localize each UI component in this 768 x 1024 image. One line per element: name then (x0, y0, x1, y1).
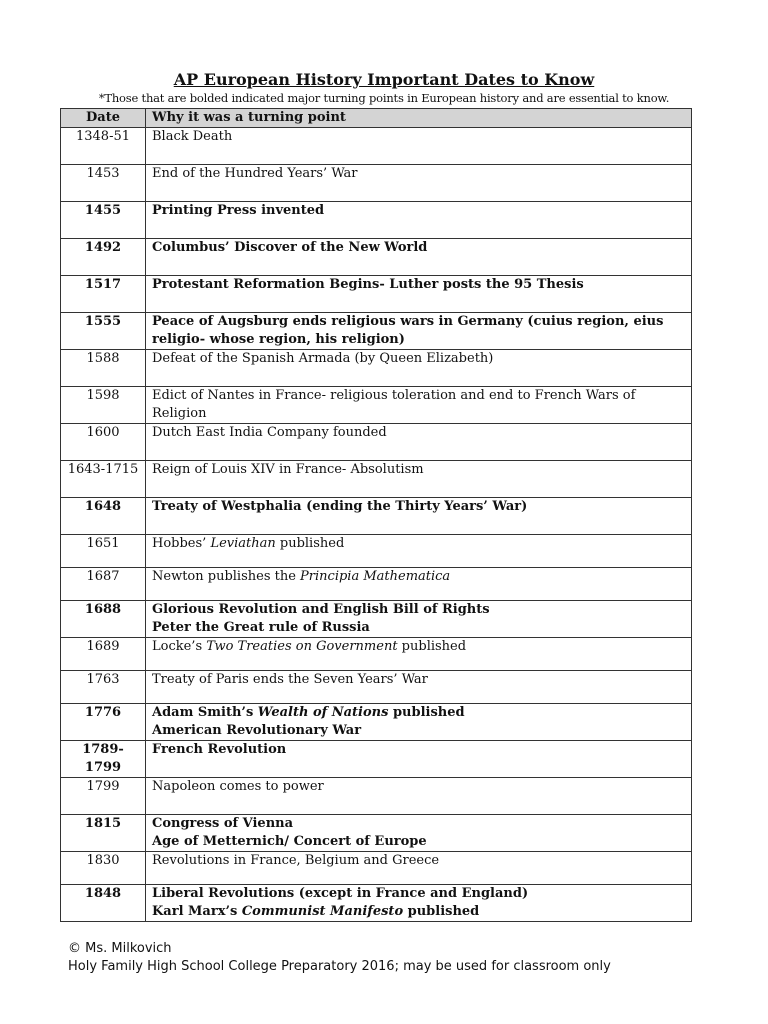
table-row (61, 165, 692, 202)
row-date: 1799 (61, 778, 146, 815)
row-event: Peace of Augsburg ends religious wars in Germany (cuius region, eius religio- whose region, his religion) (146, 313, 692, 350)
row-event: Protestant Reformation Begins- Luther posts the 95 Thesis (146, 276, 692, 313)
row-date: 1776 (61, 704, 146, 741)
row-event: Locke’s Two Treaties on Government published (146, 638, 692, 671)
row-event: Adam Smith’s Wealth of Nations published American Revolutionary War (146, 704, 692, 741)
table-row (61, 638, 692, 671)
row-event: End of the Hundred Years’ War (146, 165, 692, 202)
table-row (61, 704, 692, 741)
row-date: 1600 (61, 424, 146, 461)
page-title: AP European History Important Dates to Know (173, 70, 595, 89)
row-event: Reign of Louis XIV in France- Absolutism (146, 461, 692, 498)
table-row (61, 498, 692, 535)
row-date: 1651 (61, 535, 146, 568)
row-event: Hobbes’ Leviathan published (146, 535, 692, 568)
table-row (61, 387, 692, 424)
row-date: 1555 (61, 313, 146, 350)
table-row (61, 461, 692, 498)
row-event: Glorious Revolution and English Bill of Rights Peter the Great rule of Russia (146, 601, 692, 638)
copyright-line: © Ms. Milkovich (68, 941, 172, 956)
row-date: 1815 (61, 815, 146, 852)
row-event: Treaty of Westphalia (ending the Thirty Years’ War) (146, 498, 692, 535)
table-row (61, 568, 692, 601)
row-date: 1688 (61, 601, 146, 638)
row-event: Edict of Nantes in France- religious toleration and end to French Wars of Religion (146, 387, 692, 424)
book-title: Principia Mathematica (300, 569, 451, 584)
table-row (61, 276, 692, 313)
book-title: Communist Manifesto (241, 904, 404, 919)
row-date: 1763 (61, 671, 146, 704)
table-row (61, 424, 692, 461)
table-row (61, 239, 692, 276)
table-row (61, 202, 692, 239)
row-date: 1455 (61, 202, 146, 239)
table-row (61, 601, 692, 638)
table-row (61, 815, 692, 852)
page-footer (68, 940, 611, 976)
table-header-row (61, 109, 692, 128)
table-row (61, 778, 692, 815)
table-row (61, 885, 692, 922)
header-turning-point: Why it was a turning point (146, 109, 692, 128)
row-date: 1348-51 (61, 128, 146, 165)
header-date: Date (61, 109, 146, 128)
row-event: Treaty of Paris ends the Seven Years’ War (146, 671, 692, 704)
book-title: Leviathan (210, 536, 276, 551)
row-event: Revolutions in France, Belgium and Greece (146, 852, 692, 885)
row-event: Congress of Vienna Age of Metternich/ Concert of Europe (146, 815, 692, 852)
row-date: 1848 (61, 885, 146, 922)
row-event: Newton publishes the Principia Mathematica (146, 568, 692, 601)
table-row (61, 313, 692, 350)
row-date: 1517 (61, 276, 146, 313)
row-event: Napoleon comes to power (146, 778, 692, 815)
row-date: 1453 (61, 165, 146, 202)
row-date: 1689 (61, 638, 146, 671)
school-line: Holy Family High School College Preparatory 2016; may be used for classroom only (68, 959, 611, 974)
table-row (61, 128, 692, 165)
table-row (61, 852, 692, 885)
row-date: 1648 (61, 498, 146, 535)
row-date: 1588 (61, 350, 146, 387)
row-date: 1789-1799 (61, 741, 146, 778)
table-row (61, 350, 692, 387)
row-event: Dutch East India Company founded (146, 424, 692, 461)
book-title: Wealth of Nations (257, 705, 389, 720)
row-date: 1830 (61, 852, 146, 885)
table-row (61, 671, 692, 704)
dates-table (60, 108, 692, 922)
row-event: Liberal Revolutions (except in France and England) Karl Marx’s Communist Manifesto published (146, 885, 692, 922)
row-event: French Revolution (146, 741, 692, 778)
row-event: Black Death (146, 128, 692, 165)
row-date: 1643-1715 (61, 461, 146, 498)
row-date: 1687 (61, 568, 146, 601)
row-event: Printing Press invented (146, 202, 692, 239)
table-row (61, 741, 692, 778)
row-date: 1598 (61, 387, 146, 424)
row-event: Columbus’ Discover of the New World (146, 239, 692, 276)
table-row (61, 535, 692, 568)
book-title: Two Treaties on Government (206, 639, 398, 654)
page-subtitle: *Those that are bolded indicated major turning points in European history and are essential to know. (98, 91, 670, 105)
row-event: Defeat of the Spanish Armada (by Queen Elizabeth) (146, 350, 692, 387)
row-date: 1492 (61, 239, 146, 276)
